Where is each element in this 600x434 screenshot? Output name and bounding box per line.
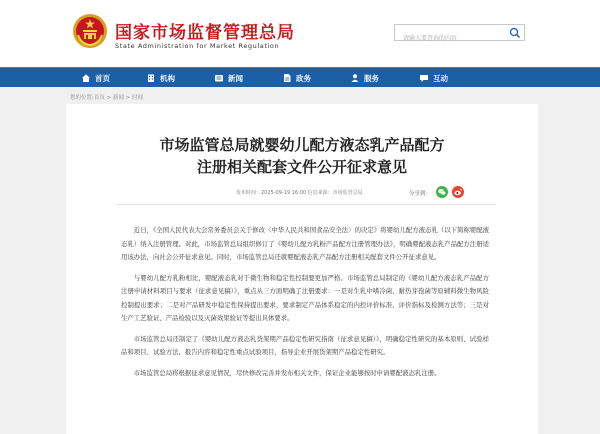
article-title-line-2: 注册相关配套文件公开征求意见	[196, 158, 407, 176]
national-emblem-icon[interactable]	[72, 13, 108, 49]
building-icon	[146, 73, 156, 83]
publish-info: 发布时间：2025-09-19 16:00 信息来源：市场监管总局	[236, 190, 363, 196]
weibo-share-icon[interactable]	[452, 186, 464, 198]
nav-item-interaction[interactable]	[419, 68, 448, 88]
divider	[116, 204, 496, 205]
article-meta	[66, 186, 538, 200]
search-box	[394, 24, 525, 41]
article-paragraph: 近日，《全国人民代表大会常务委员会关于修改〈中华人民共和国食品安全法〉的决定》将婴幼儿配方液态乳（以下简称婴配液态乳）纳入注册管理。对此，市场监管总局组织修订了《婴幼儿配方乳粉产品配方注册管理办法》，明确婴配液态乳产品配方注册适用该办法，向社会公开征求意见。同时，市场监管总局还就婴配液态乳产品配方注册相关配套文件公开征求意见。	[121, 226, 489, 261]
document-icon	[282, 73, 292, 83]
breadcrumb[interactable]: 您的位置:首页 > 新闻 > 时闻	[70, 95, 144, 101]
news-icon	[214, 73, 224, 83]
article-title	[66, 134, 538, 178]
nav-item-label: 首页	[95, 73, 110, 83]
wechat-share-icon[interactable]	[436, 186, 448, 198]
site-header	[0, 0, 600, 67]
article-body	[121, 224, 489, 387]
search-icon[interactable]	[509, 27, 521, 39]
site-title[interactable]: 国家市场监督管理总局	[115, 23, 295, 43]
home-icon	[81, 73, 91, 83]
nav-item-label: 政务	[296, 73, 311, 83]
chat-icon	[419, 73, 429, 83]
nav-item-label: 服务	[364, 73, 379, 83]
nav-item-affairs[interactable]	[282, 68, 311, 88]
nav-item-home[interactable]	[81, 68, 110, 88]
site-subtitle-en: State Administration for Market Regulation	[115, 42, 280, 50]
nav-item-label: 新闻	[228, 73, 243, 83]
main-nav	[0, 67, 600, 87]
article-panel	[66, 104, 538, 434]
article-paragraph: 与婴幼儿配方乳粉相比，婴配液态乳对于微生物和稳定性控制要更加严格。市场监管总局制定的《婴幼儿配方液态乳产品配方注册申请材料项目与要求（征求意见稿）》，重点从三方面明确了注册要求：一是对生乳中嗜冷菌、耐热芽孢菌等原辅料微生物风险控制提出要求；二是对产品研发中稳定性保持提出要求，要求制定产品体系稳定的内控评价标准、评价指标及检测方法等；三是对生产工艺验证、产品检验以及灭菌效果验证等提出具体要求。	[121, 273, 489, 322]
article-paragraph: 市场监管总局将根据征求意见情况，尽快修改完善并发布相关文件，保证企业能够按时申请婴配液态乳注册。	[133, 368, 441, 377]
nav-item-label: 互动	[433, 73, 448, 83]
nav-item-services[interactable]	[350, 68, 379, 88]
nav-item-label: 机构	[160, 73, 175, 83]
article-title-line-1: 市场监管总局就婴幼儿配方液态乳产品配方	[159, 136, 445, 154]
share-label: 分享到：	[409, 191, 432, 197]
search-input[interactable]	[395, 31, 507, 46]
article-paragraph: 市场监管总局还制定了《婴幼儿配方液态乳货架期产品稳定性研究指南（征求意见稿）》，明确稳定性研究的基本原则、试验样品和项目、试验方法、报告内容和稳定性重点试验项目，指导企业开展货架期产品稳定性研究。	[121, 334, 489, 356]
nav-item-institutions[interactable]	[146, 68, 175, 88]
nav-item-news[interactable]	[214, 68, 243, 88]
service-icon	[350, 73, 360, 83]
